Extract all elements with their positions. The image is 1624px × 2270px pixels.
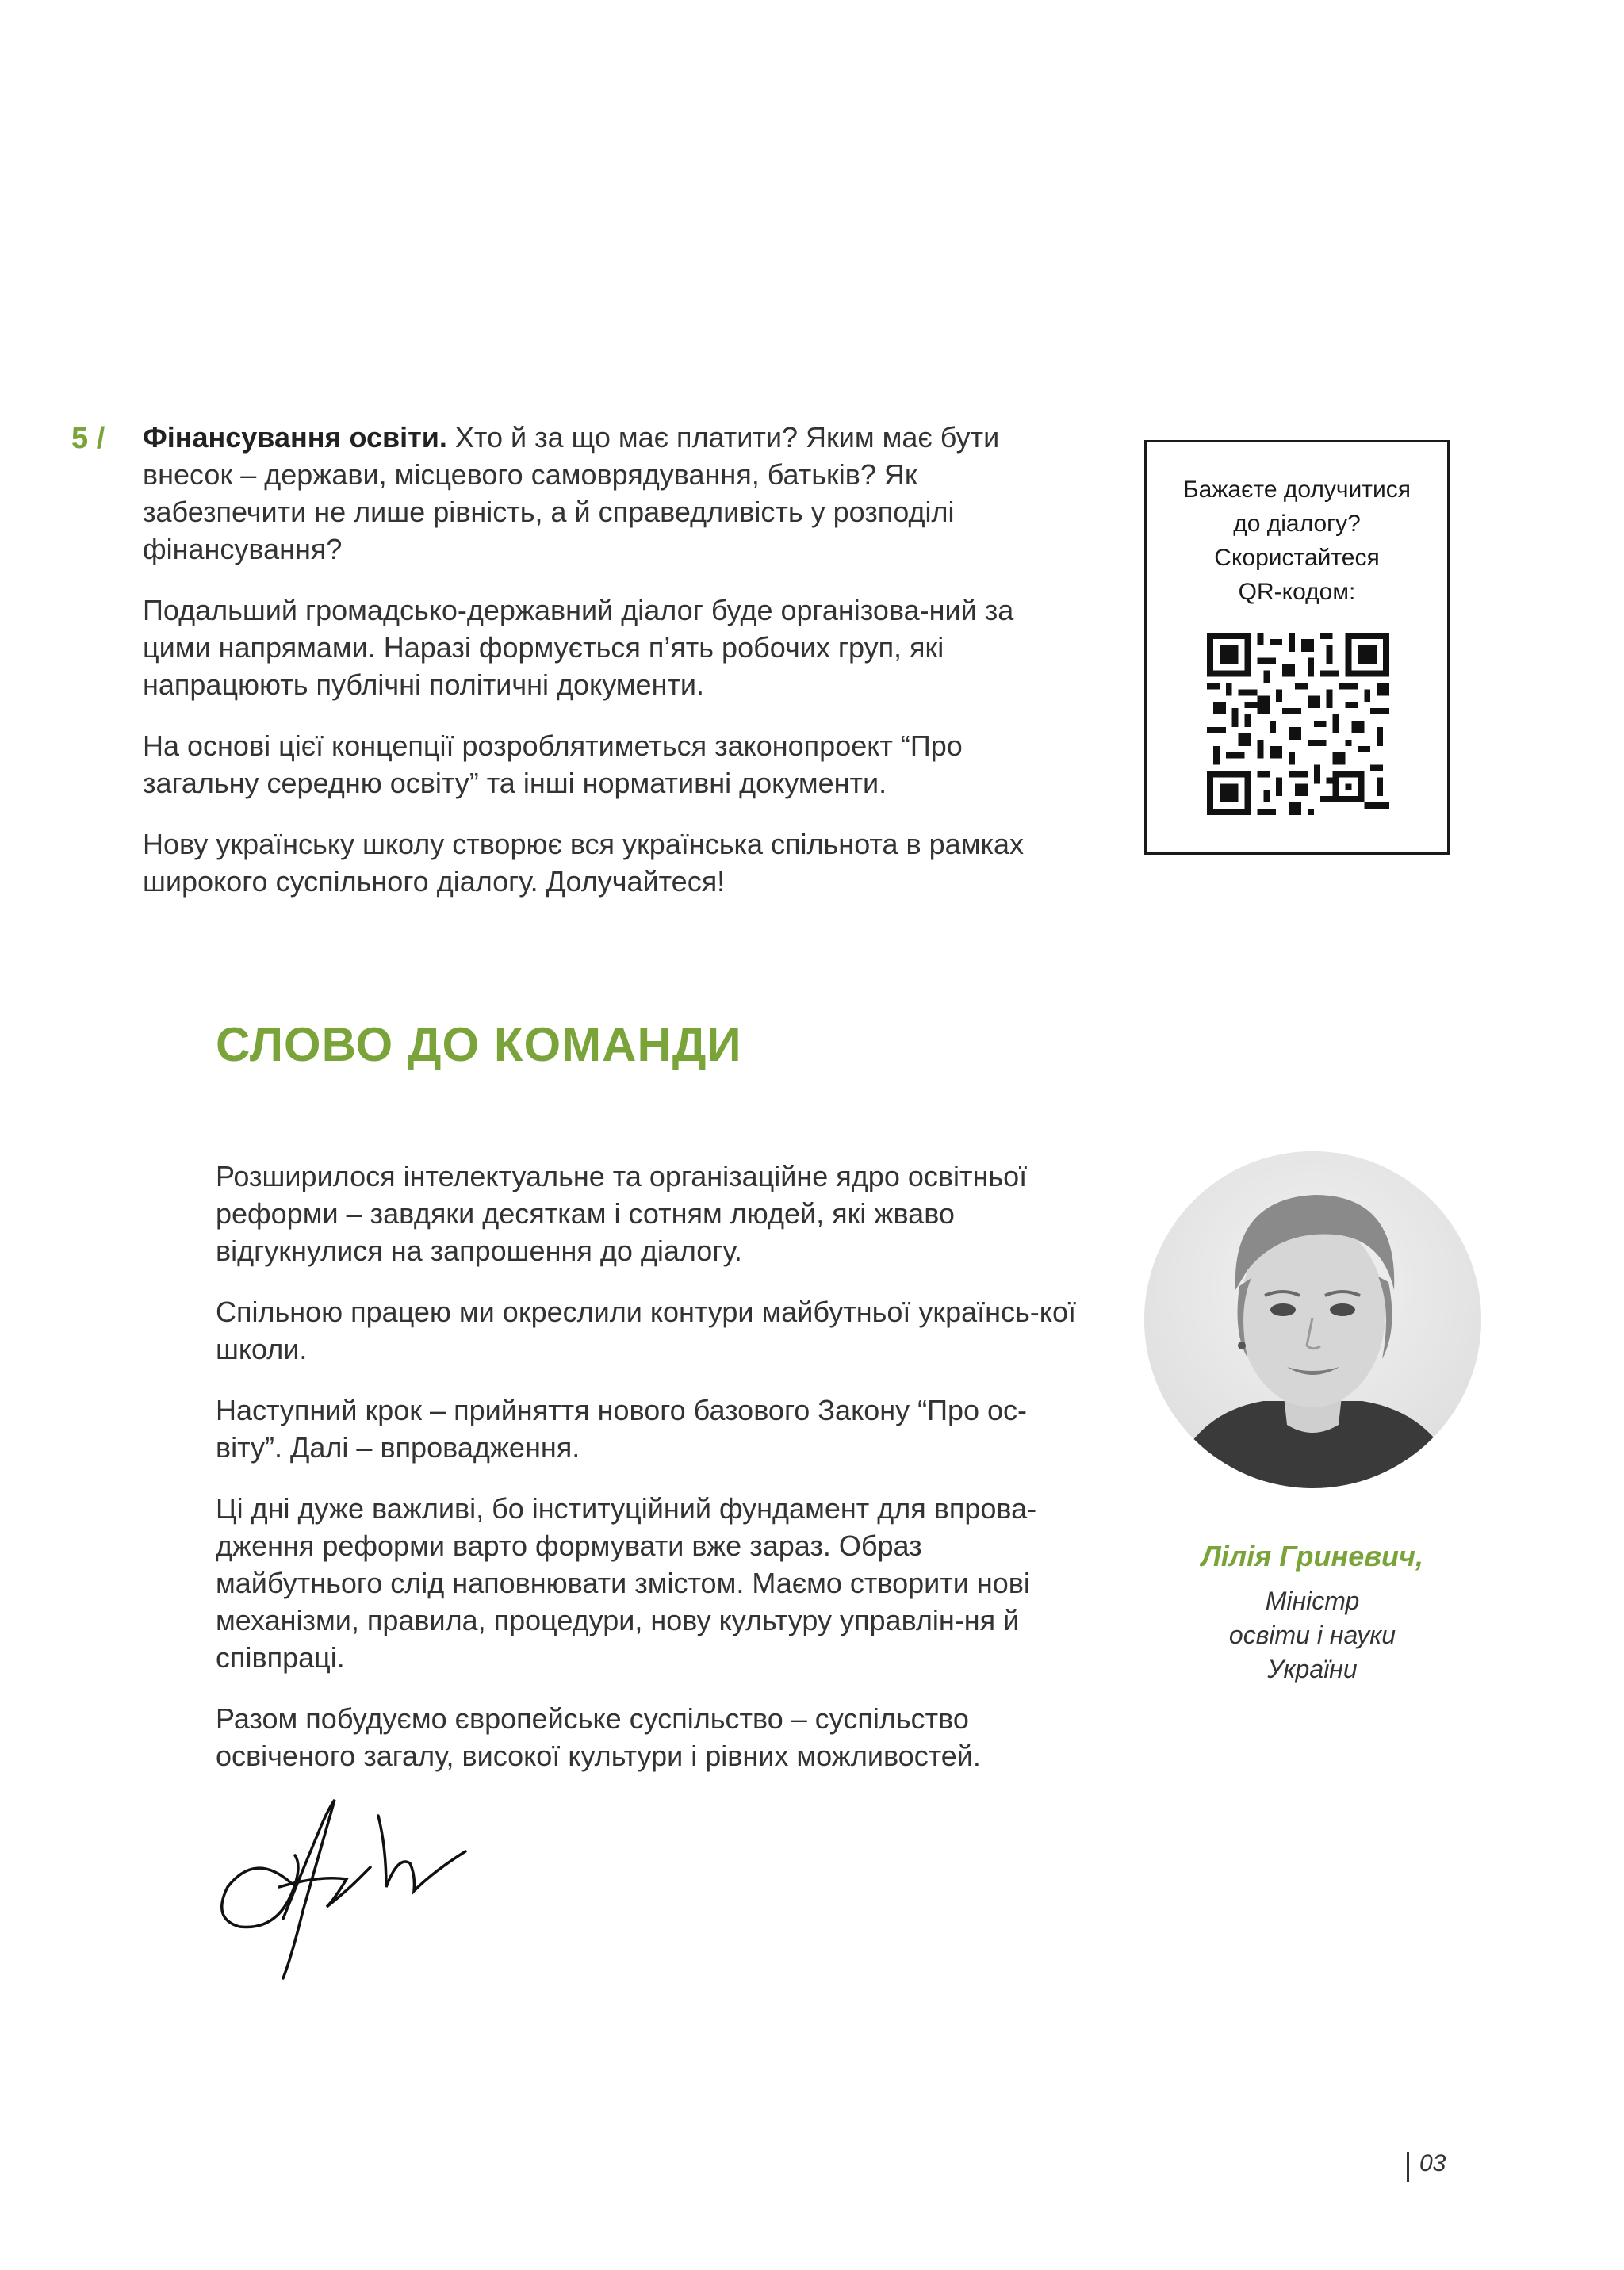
section-number: 5 / — [71, 422, 105, 455]
page-number: 03 — [1419, 2150, 1446, 2176]
team-paragraph-4: Ці дні дуже важливі, бо інституційний фундамент для впрова-дження реформи варто формувати вже зараз. Образ майбутнього слід наповнювати змістом. Маємо створити нові механізми, правила, процедури, нову культуру управлін-ня й співпраці. — [216, 1492, 1037, 1674]
author-name: Лілія Гриневич, — [1201, 1540, 1423, 1572]
financing-paragraph-2: Подальший громадсько-державний діалог буде організова-ний за цими напрямами. Наразі формується п’ять робочих груп, які напрацюють публічні політичні документи. — [143, 594, 1014, 701]
financing-lead-rest: Хто й за що має платити? Яким має бути внесок – держави, місцевого самоврядування, батьків? Як забезпечити не лише рівність, а й справедливість у розподілі фінансування? — [143, 421, 1000, 565]
team-message — [216, 1158, 1088, 1798]
team-paragraph-2: Спільною працею ми окреслили контури майбутньої українсь-кої школи. — [216, 1296, 1076, 1365]
team-paragraph-1: Розширилося інтелектуальне та організаційне ядро освітньої реформи – завдяки десяткам і сотням людей, які жваво відгукнулися на запрошення до діалогу. — [216, 1160, 1028, 1267]
author-portrait — [1144, 1151, 1481, 1488]
financing-paragraph-4: Нову українську школу створює вся українська спільнота в рамках широкого суспільного діалогу. Долучайтеся! — [143, 828, 1025, 898]
signature — [208, 1792, 501, 1982]
financing-paragraph-3: На основі цієї концепції розроблятиметься законопроект “Про загальну середню освіту” та інші нормативні документи. — [143, 729, 963, 799]
financing-paragraph-1 — [143, 419, 1078, 568]
team-paragraph-3: Наступний крок – прийняття нового базового Закону “Про ос-віту”. Далі – впровадження. — [216, 1394, 1028, 1464]
financing-section — [71, 419, 1078, 924]
qr-code[interactable] — [1207, 633, 1389, 815]
team-heading: СЛОВО ДО КОМАНДИ — [216, 1018, 742, 1071]
qr-callout — [1144, 440, 1450, 855]
author-role: Міністр освіти і науки України — [1228, 1587, 1396, 1683]
team-paragraph-5: Разом побудуємо європейське суспільство – суспільство освіченого загалу, високої культури і рівних можливостей. — [216, 1702, 981, 1772]
author-caption — [1118, 1540, 1507, 1686]
financing-lead: Фінансування освіти. — [143, 421, 447, 454]
qr-callout-text: Бажаєте долучитися до діалогу? Скористайтеся QR-кодом: — [1182, 477, 1411, 605]
